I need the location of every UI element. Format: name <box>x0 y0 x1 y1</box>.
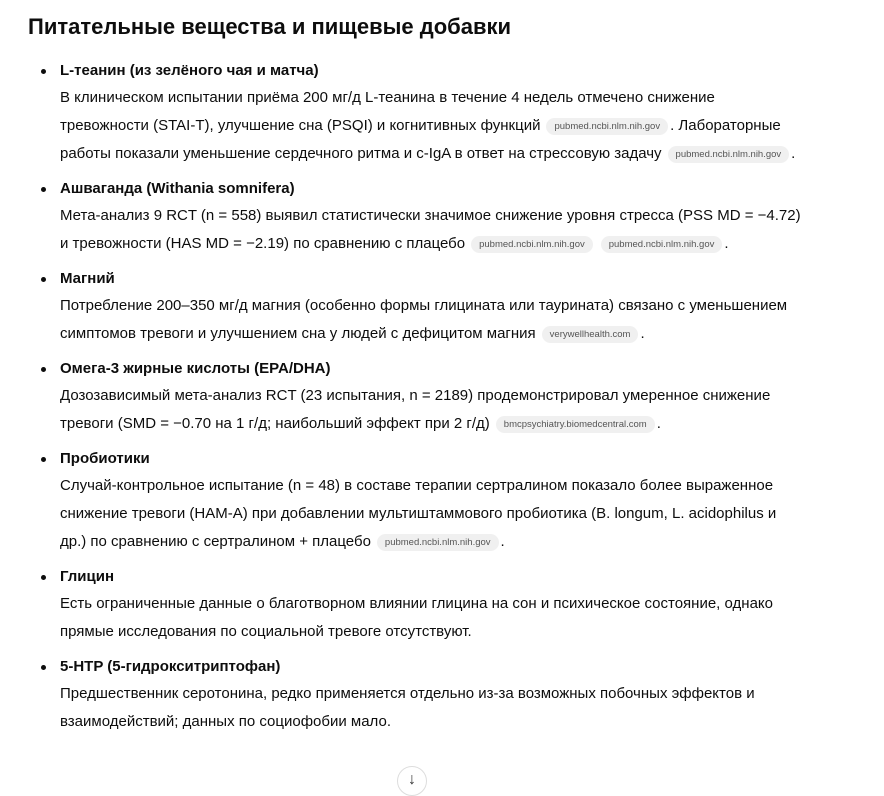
item-body <box>60 202 805 258</box>
period: . <box>791 145 796 162</box>
list-item <box>60 176 805 258</box>
body-text: Дозозависимый мета-анализ RCT (23 испытания, n = 2189) продемонстрировал умеренное снижение тревоги (SMD = −0.70 на 1 г/д; наибольший эффект при 2 г/д) <box>60 387 771 432</box>
item-body: Есть ограниченные данные о благотворном влиянии глицина на сон и психическое состояние, однако прямые исследования по социальной тревоге отсутствуют. <box>60 595 773 640</box>
citation-link[interactable]: pubmed.ncbi.nlm.nih.gov <box>546 118 668 135</box>
item-body <box>60 84 805 168</box>
list-item <box>60 654 805 736</box>
item-title: Пробиотики <box>60 450 150 467</box>
item-body <box>60 382 805 438</box>
citation-link[interactable]: pubmed.ncbi.nlm.nih.gov <box>471 236 593 253</box>
item-body <box>60 292 805 348</box>
arrow-down-icon: ↓ <box>408 771 416 788</box>
citation-link[interactable]: bmcpsychiatry.biomedcentral.com <box>496 416 655 433</box>
citation-link[interactable]: pubmed.ncbi.nlm.nih.gov <box>601 236 723 253</box>
item-title: Омега-3 жирные кислоты (EPA/DHA) <box>60 360 331 377</box>
item-title: Глицин <box>60 568 115 585</box>
item-title: Ашваганда (Withania somnifera) <box>60 180 295 197</box>
item-body <box>60 472 805 556</box>
period: . <box>724 235 729 252</box>
citation-link[interactable]: pubmed.ncbi.nlm.nih.gov <box>668 146 790 163</box>
list-item <box>60 564 805 646</box>
list-item <box>60 446 805 556</box>
scroll-to-bottom-button[interactable] <box>397 766 427 796</box>
body-text: Мета-анализ 9 RCT (n = 558) выявил статистически значимое снижение уровня стресса (PSS MD = −4.72) и тревожности (HAS MD = −2.19) по сравнению с плацебо <box>60 207 801 252</box>
period: . <box>500 533 505 550</box>
period: . <box>656 415 661 432</box>
list-item <box>60 356 805 438</box>
body-text: . Лабораторные работы показали уменьшение сердечного ритма и с-IgA в ответ на стрессовую задачу <box>60 117 781 162</box>
item-title: Магний <box>60 270 115 287</box>
citation-link[interactable]: pubmed.ncbi.nlm.nih.gov <box>377 534 499 551</box>
list-item <box>60 58 805 168</box>
citation-link[interactable]: verywellhealth.com <box>542 326 639 343</box>
body-text: Случай-контрольное испытание (n = 48) в составе терапии сертралином показало более выраженное снижение тревоги (HAM-A) при добавлении мультиштаммового пробиотика (B. longum, L. acidophilus и др.) по сравнению с сертралином + плацебо <box>60 477 777 550</box>
period: . <box>640 325 645 342</box>
section-heading: Питательные вещества и пищевые добавки <box>28 14 512 39</box>
list-item <box>60 266 805 348</box>
supplement-list <box>0 58 805 744</box>
body-text: В клиническом испытании приёма 200 мг/д L-теанина в течение 4 недель отмечено снижение тревожности (STAI-T), улучшение сна (PSQI) и когнитивных функций <box>60 89 715 134</box>
item-title: L-теанин (из зелёного чая и матча) <box>60 62 319 79</box>
item-title: 5-HTP (5-гидрокситриптофан) <box>60 658 281 675</box>
body-text: Потребление 200–350 мг/д магния (особенно формы глицината или таурината) связано с уменьшением симптомов тревоги и улучшением сна у людей с дефицитом магния <box>60 297 788 342</box>
item-body: Предшественник серотонина, редко применяется отдельно из-за возможных побочных эффектов и взаимодействий; данных по социофобии мало. <box>60 685 755 730</box>
